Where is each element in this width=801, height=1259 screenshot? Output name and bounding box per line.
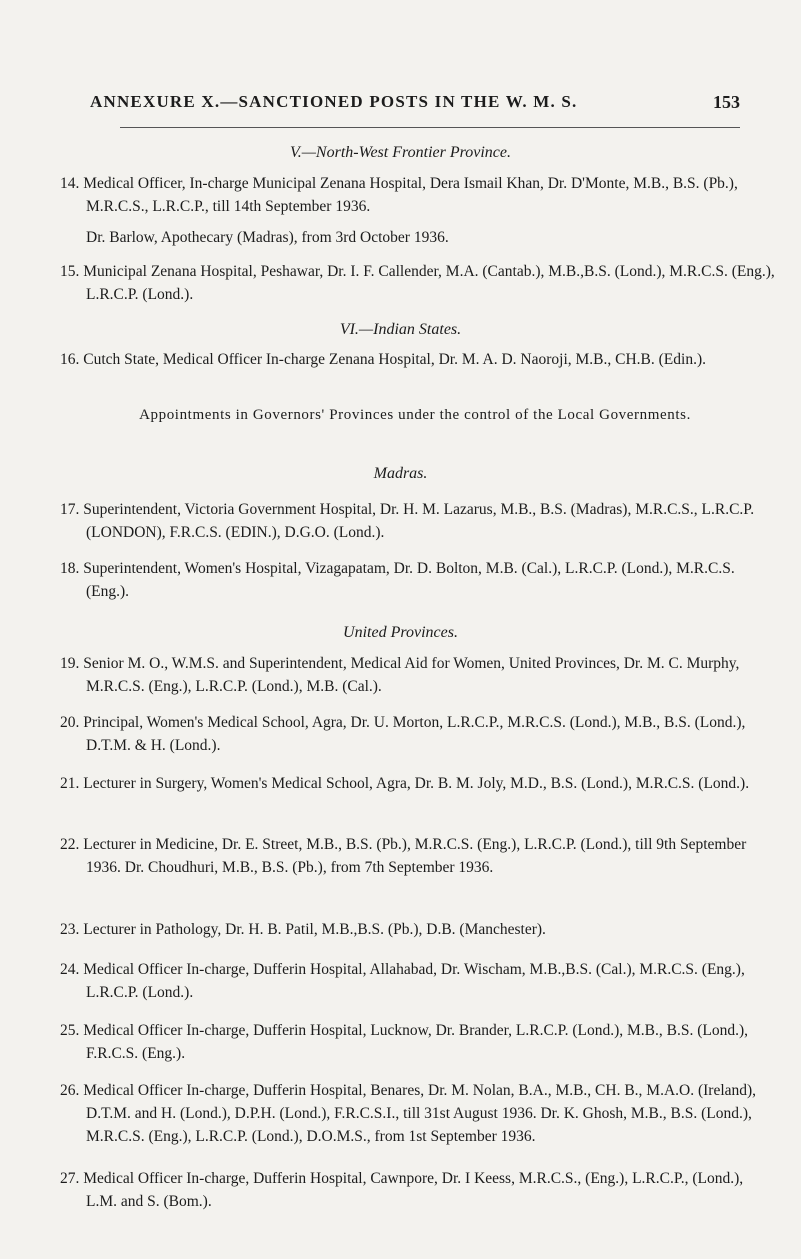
running-head <box>90 92 740 122</box>
entry-15: 15. Municipal Zenana Hospital, Peshawar, Dr. I. F. Callender, M.A. (Cantab.), M.B.,B.S. (Lond.), M.R.C.S. (Eng.), L.R.C.P. (Lond.). <box>60 263 775 303</box>
entry-14: 14. Medical Officer, In-charge Municipal Zenana Hospital, Dera Ismail Khan, Dr. D'Monte, M.B., B.S. (Pb.), M.R.C.S., L.R.C.P., till 14th September 1936. <box>60 175 738 215</box>
section-heading-indian-states: VI.—Indian States. <box>339 321 462 338</box>
entry-18: 18. Superintendent, Women's Hospital, Vizagapatam, Dr. D. Bolton, M.B. (Cal.), L.R.C.P. (Lond.), M.R.C.S. (Eng.). <box>60 560 735 600</box>
entry-20: 20. Principal, Women's Medical School, Agra, Dr. U. Morton, L.R.C.P., M.R.C.S. (Lond.), M.B., B.S. (Lond.), D.T.M. & H. (Lond.). <box>60 714 746 754</box>
entry-23: 23. Lecturer in Pathology, Dr. H. B. Patil, M.B.,B.S. (Pb.), D.B. (Manchester). <box>60 921 546 938</box>
page-title: ANNEXURE X.—SANCTIONED POSTS IN THE W. M. S. <box>90 92 578 111</box>
entry-25: 25. Medical Officer In-charge, Dufferin Hospital, Lucknow, Dr. Brander, L.R.C.P. (Lond.), M.B., B.S. (Lond.), F.R.C.S. (Eng.). <box>60 1022 748 1062</box>
entry-26: 26. Medical Officer In-charge, Dufferin Hospital, Benares, Dr. M. Nolan, B.A., M.B., CH. B., M.A.O. (Ireland), D.T.M. and H. (Lond.), D.P.H. (Lond.), F.R.C.S.I., till 31st August 1936. Dr. K. Ghosh, M.B., B.S. (Lond.), M.R.C.S. (Eng.), L.R.C.P. (Lond.), D.O.M.S., from 1st September 1936. <box>60 1082 757 1145</box>
section-heading-united-provinces: United Provinces. <box>343 624 458 641</box>
entry-27: 27. Medical Officer In-charge, Dufferin Hospital, Cawnpore, Dr. I Keess, M.R.C.S., (Eng.), L.R.C.P., (Lond.), L.M. and S. (Bom.). <box>60 1170 744 1210</box>
header-rule <box>120 127 740 128</box>
section-heading-governors: Appointments in Governors' Provinces under the control of the Local Governments. <box>139 407 691 423</box>
entry-24: 24. Medical Officer In-charge, Dufferin Hospital, Allahabad, Dr. Wischam, M.B.,B.S. (Cal.), M.R.C.S. (Eng.), L.R.C.P. (Lond.). <box>60 961 745 1001</box>
entry-22: 22. Lecturer in Medicine, Dr. E. Street, M.B., B.S. (Pb.), M.R.C.S. (Eng.), L.R.C.P. (Lond.), till 9th September 1936. Dr. Choudhuri, M.B., B.S. (Pb.), from 7th September 1936. <box>60 836 747 876</box>
section-heading-nwfp: V.—North-West Frontier Province. <box>289 144 512 161</box>
entry-16: 16. Cutch State, Medical Officer In-charge Zenana Hospital, Dr. M. A. D. Naoroji, M.B., CH.B. (Edin.). <box>60 351 706 368</box>
entry-14-continuation: Dr. Barlow, Apothecary (Madras), from 3rd October 1936. <box>86 229 449 246</box>
entry-19: 19. Senior M. O., W.M.S. and Superintendent, Medical Aid for Women, United Provinces, Dr. M. C. Murphy, M.R.C.S. (Eng.), L.R.C.P. (Lond.), M.B. (Cal.). <box>60 655 740 695</box>
section-heading-madras: Madras. <box>373 465 428 482</box>
page-number: 153 <box>713 92 740 112</box>
entry-17: 17. Superintendent, Victoria Government Hospital, Dr. H. M. Lazarus, M.B., B.S. (Madras), M.R.C.S., L.R.C.P. (LONDON), F.R.C.S. (EDIN.), D.G.O. (Lond.). <box>60 501 755 541</box>
entry-21: 21. Lecturer in Surgery, Women's Medical School, Agra, Dr. B. M. Joly, M.D., B.S. (Lond.), M.R.C.S. (Lond.). <box>60 775 750 792</box>
